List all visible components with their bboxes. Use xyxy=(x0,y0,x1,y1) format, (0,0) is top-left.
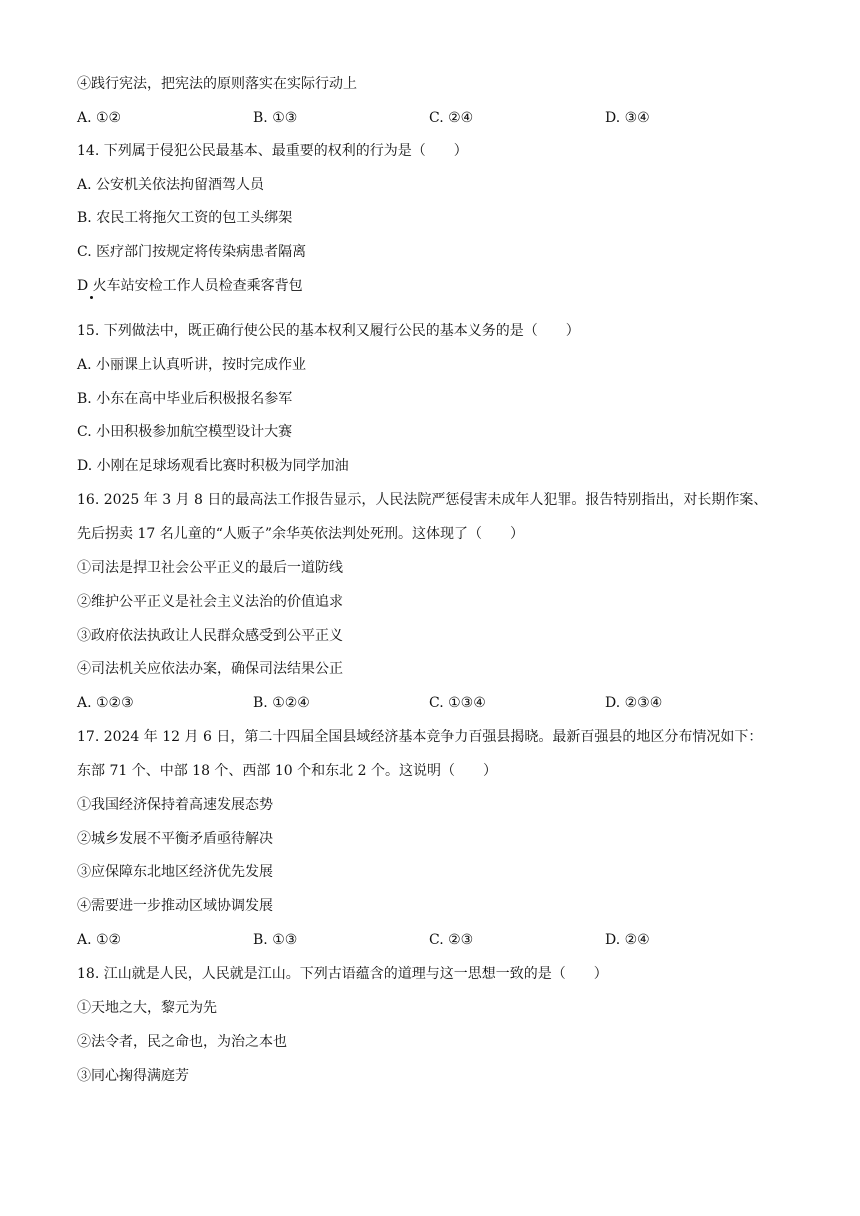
q17-option-b: B. ①③ xyxy=(253,932,298,948)
q17-stem-line1: 17. 2024 年 12 月 6 日，第二十四届全国县域经济基本竞争力百强县揭晓。最新百强县的地区分布情况如下： xyxy=(77,729,763,745)
q13-option-c: C. ②④ xyxy=(429,110,474,126)
q15-option-b: B. 小东在高中毕业后积极报名参军 xyxy=(77,391,293,407)
q17-stem-line2: 东部 71 个、中部 18 个、西部 10 个和东北 2 个。这说明（ ） xyxy=(77,763,497,779)
q16-item-1: ①司法是捍卫社会公平正义的最后一道防线 xyxy=(77,560,343,576)
q17-item-4: ④需要进一步推动区域协调发展 xyxy=(77,898,273,914)
q14-stem: 14. 下列属于侵犯公民最基本、最重要的权利的行为是（ ） xyxy=(77,143,468,159)
q16-item-4: ④司法机关应依法办案，确保司法结果公正 xyxy=(77,661,343,677)
q17-option-c: C. ②③ xyxy=(429,932,474,948)
q16-option-d: D. ②③④ xyxy=(605,695,663,711)
q15-option-a: A. 小丽课上认真听讲，按时完成作业 xyxy=(77,357,307,373)
q16-stem-line1: 16. 2025 年 3 月 8 日的最高法工作报告显示，人民法院严惩侵害未成年人犯罪。报告特别指出，对长期作案、 xyxy=(77,492,768,508)
q16-stem-line2: 先后拐卖 17 名儿童的“人贩子”余华英依法判处死刑。这体现了（ ） xyxy=(77,526,525,542)
q17-item-1: ①我国经济保持着高速发展态势 xyxy=(77,797,273,813)
q17-item-2: ②城乡发展不平衡矛盾亟待解决 xyxy=(77,831,273,847)
q15-option-c: C. 小田积极参加航空模型设计大赛 xyxy=(77,424,293,440)
q17-option-d: D. ②④ xyxy=(605,932,650,948)
q16-options xyxy=(77,693,797,713)
q13-option-a: A. ①② xyxy=(77,110,122,126)
q15-stem: 15. 下列做法中，既正确行使公民的基本权利又履行公民的基本义务的是（ ） xyxy=(77,323,580,339)
q18-item-1: ①天地之大，黎元为先 xyxy=(77,1000,217,1016)
q13-option-b: B. ①③ xyxy=(253,110,298,126)
q14-option-a: A. 公安机关依法拘留酒驾人员 xyxy=(77,177,265,193)
q16-item-2: ②维护公平正义是社会主义法治的价值追求 xyxy=(77,594,343,610)
stray-dot-mark xyxy=(90,296,93,299)
q14-option-c: C. 医疗部门按规定将传染病患者隔离 xyxy=(77,244,307,260)
q14-option-d: D 火车站安检工作人员检查乘客背包 xyxy=(77,278,303,294)
q17-option-a: A. ①② xyxy=(77,932,122,948)
q13-option-d: D. ③④ xyxy=(605,110,650,126)
q18-stem: 18. 江山就是人民，人民就是江山。下列古语蕴含的道理与这一思想一致的是（ ） xyxy=(77,966,608,982)
q16-option-a: A. ①②③ xyxy=(77,695,134,711)
q17-item-3: ③应保障东北地区经济优先发展 xyxy=(77,864,273,880)
q18-item-2: ②法令者，民之命也，为治之本也 xyxy=(77,1034,287,1050)
q18-item-3: ③同心掬得满庭芳 xyxy=(77,1068,189,1084)
q17-options xyxy=(77,930,797,950)
q15-option-d: D. 小刚在足球场观看比赛时积极为同学加油 xyxy=(77,458,349,474)
q14-option-b: B. 农民工将拖欠工资的包工头绑架 xyxy=(77,210,293,226)
q13-item-4: ④践行宪法，把宪法的原则落实在实际行动上 xyxy=(77,76,357,92)
q13-options xyxy=(77,108,797,128)
q16-option-c: C. ①③④ xyxy=(429,695,486,711)
q16-item-3: ③政府依法执政让人民群众感受到公平正义 xyxy=(77,628,343,644)
q16-option-b: B. ①②④ xyxy=(253,695,310,711)
